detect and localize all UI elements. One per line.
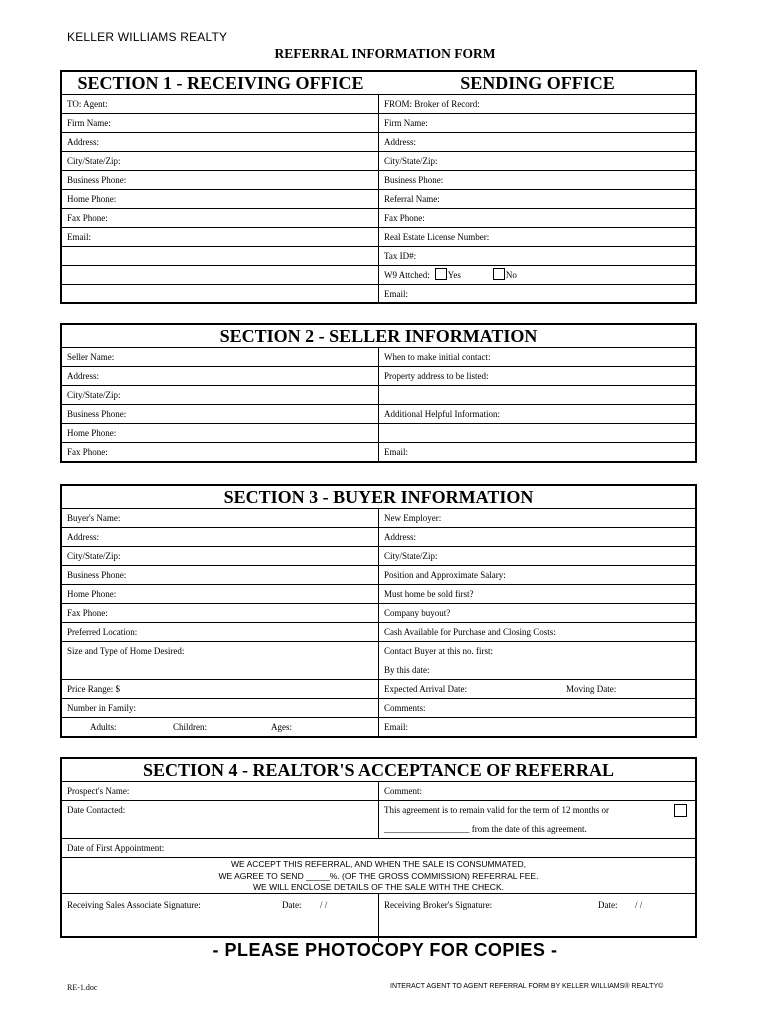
field-size-type-home[interactable]: Size and Type of Home Desired: [62,642,379,679]
broker-date-label: Date: [598,900,618,910]
field-family-composition[interactable] [62,718,379,737]
field-agreement-term [379,801,695,838]
form-title: REFERRAL INFORMATION FORM [274,46,496,61]
section-4-title: SECTION 4 - REALTOR'S ACCEPTANCE OF REFERRAL [142,760,615,780]
field-position-salary[interactable]: Position and Approximate Salary: [384,570,506,580]
field-fax-phone[interactable]: Fax Phone: [62,209,379,227]
field-cash-available[interactable]: Cash Available for Purchase and Closing Costs: [384,627,556,637]
field-blank-2[interactable] [62,266,379,284]
w9-yes-label: Yes [447,270,461,280]
by-this-date-label: By this date: [384,665,430,675]
section-3-header [62,486,695,509]
field-price-range[interactable]: Price Range: $ [62,680,379,698]
section-4-acceptance [60,757,697,938]
field-sending-firm-name[interactable]: Firm Name: [384,118,428,128]
field-sending-email[interactable]: Email: [384,289,408,299]
section-2-header [62,325,695,348]
field-buyer-address[interactable]: Address: [62,528,379,546]
section-3-buyer [60,484,697,738]
field-preferred-location[interactable]: Preferred Location: [62,623,379,641]
field-seller-address[interactable]: Address: [62,367,379,385]
associate-date-slashes: / / [320,900,328,910]
w9-no-checkbox[interactable] [493,268,505,280]
field-employer-address[interactable]: Address: [384,532,416,542]
w9-yes-checkbox[interactable] [435,268,447,280]
w9-label: W9 Attched: [384,270,430,280]
field-buyer-business-phone[interactable]: Business Phone: [62,566,379,584]
field-date-contacted[interactable]: Date Contacted: [62,801,379,838]
field-broker-signature[interactable] [379,894,695,942]
field-email[interactable]: Email: [62,228,379,246]
sending-office-title: SENDING OFFICE [460,73,615,93]
section-3-title: SECTION 3 - BUYER INFORMATION [223,487,534,507]
field-sending-city-state-zip[interactable]: City/State/Zip: [384,156,438,166]
field-seller-blank[interactable] [379,386,695,404]
field-number-in-family[interactable]: Number in Family: [62,699,379,717]
associate-date-label: Date: [282,900,302,910]
acceptance-line-1: WE ACCEPT THIS REFERRAL, AND WHEN THE SALE IS CONSUMMATED, [230,859,527,869]
agreement-term-checkbox[interactable] [674,804,687,817]
company-name: KELLER WILLIAMS REALTY [67,30,228,44]
field-company-buyout[interactable]: Company buyout? [384,608,451,618]
field-seller-blank-2[interactable] [379,424,695,442]
section-1-receiving-sending [60,70,697,304]
section-4-header [62,759,695,782]
broker-date-slashes: / / [635,900,643,910]
agreement-term-line-1: This agreement is to remain valid for the term of 12 months or [384,805,609,815]
w9-no-label: No [505,270,517,280]
field-seller-home-phone[interactable]: Home Phone: [62,424,379,442]
field-first-appointment[interactable]: Date of First Appointment: [67,843,165,853]
field-contact-buyer[interactable] [379,642,695,679]
section-2-seller [60,323,697,463]
field-seller-business-phone[interactable]: Business Phone: [62,405,379,423]
section-1-header [62,72,695,95]
field-buyer-fax-phone[interactable]: Fax Phone: [62,604,379,622]
field-tax-id[interactable]: Tax ID#: [384,251,417,261]
field-license-number[interactable]: Real Estate License Number: [384,232,490,242]
ages-label: Ages: [271,722,292,732]
field-referral-name[interactable]: Referral Name: [384,194,440,204]
field-sending-fax-phone[interactable]: Fax Phone: [384,213,425,223]
field-associate-signature[interactable] [62,894,379,942]
footer-credit: INTERACT AGENT TO AGENT REFERRAL FORM BY KELLER WILLIAMS® REALTY© [390,983,664,990]
acceptance-line-3: WE WILL ENCLOSE DETAILS OF THE SALE WITH THE CHECK. [253,882,504,892]
field-to-agent[interactable]: TO: Agent: [62,95,379,113]
field-additional-info[interactable]: Additional Helpful Information: [384,409,500,419]
adults-label: Adults: [90,722,117,732]
associate-signature-label: Receiving Sales Associate Signature: [67,900,201,910]
field-property-address[interactable]: Property address to be listed: [384,371,489,381]
field-business-phone[interactable]: Business Phone: [62,171,379,189]
field-initial-contact[interactable]: When to make initial contact: [384,352,491,362]
broker-signature-label: Receiving Broker's Signature: [384,900,493,910]
field-address[interactable]: Address: [62,133,379,151]
field-home-sold-first[interactable]: Must home be sold first? [384,589,474,599]
section-1-title: SECTION 1 - RECEIVING OFFICE [77,73,364,93]
field-sending-address[interactable]: Address: [384,137,416,147]
acceptance-statement [62,858,695,894]
field-seller-name[interactable]: Seller Name: [62,348,379,366]
field-home-phone[interactable]: Home Phone: [62,190,379,208]
field-arrival-moving-date[interactable] [379,680,695,698]
children-label: Children: [173,722,207,732]
field-employer-city-state-zip[interactable]: City/State/Zip: [384,551,438,561]
contact-buyer-label: Contact Buyer at this no. first: [384,646,493,656]
field-w9-attached [379,266,695,284]
field-buyer-name[interactable]: Buyer's Name: [62,509,379,527]
field-seller-email[interactable]: Email: [384,447,408,457]
field-blank-3[interactable] [62,285,379,304]
field-seller-city-state-zip[interactable]: City/State/Zip: [62,386,379,404]
photocopy-notice: - PLEASE PHOTOCOPY FOR COPIES - [212,940,558,960]
agreement-term-line-2: ___________________ from the date of this agreement. [384,824,587,834]
field-city-state-zip[interactable]: City/State/Zip: [62,152,379,170]
field-sending-business-phone[interactable]: Business Phone: [384,175,444,185]
acceptance-line-2: WE AGREE TO SEND _____%. (OF THE GROSS COMMISSION) REFERRAL FEE. [218,870,539,881]
expected-arrival-label: Expected Arrival Date: [384,684,467,694]
field-new-employer[interactable]: New Employer: [384,513,442,523]
field-comment[interactable]: Comment: [384,786,422,796]
moving-date-label: Moving Date: [566,684,617,694]
field-seller-fax-phone[interactable]: Fax Phone: [62,443,379,462]
field-prospect-name[interactable]: Prospect's Name: [62,782,379,800]
section-2-title: SECTION 2 - SELLER INFORMATION [219,326,538,346]
document-id: RE-1.doc [67,983,98,992]
field-buyer-city-state-zip[interactable]: City/State/Zip: [62,547,379,565]
field-buyer-home-phone[interactable]: Home Phone: [62,585,379,603]
field-firm-name[interactable]: Firm Name: [62,114,379,132]
field-buyer-email[interactable]: Email: [384,722,408,732]
field-from-broker[interactable]: FROM: Broker of Record: [384,99,480,109]
field-blank-1[interactable] [62,247,379,265]
field-comments[interactable]: Comments: [384,703,426,713]
